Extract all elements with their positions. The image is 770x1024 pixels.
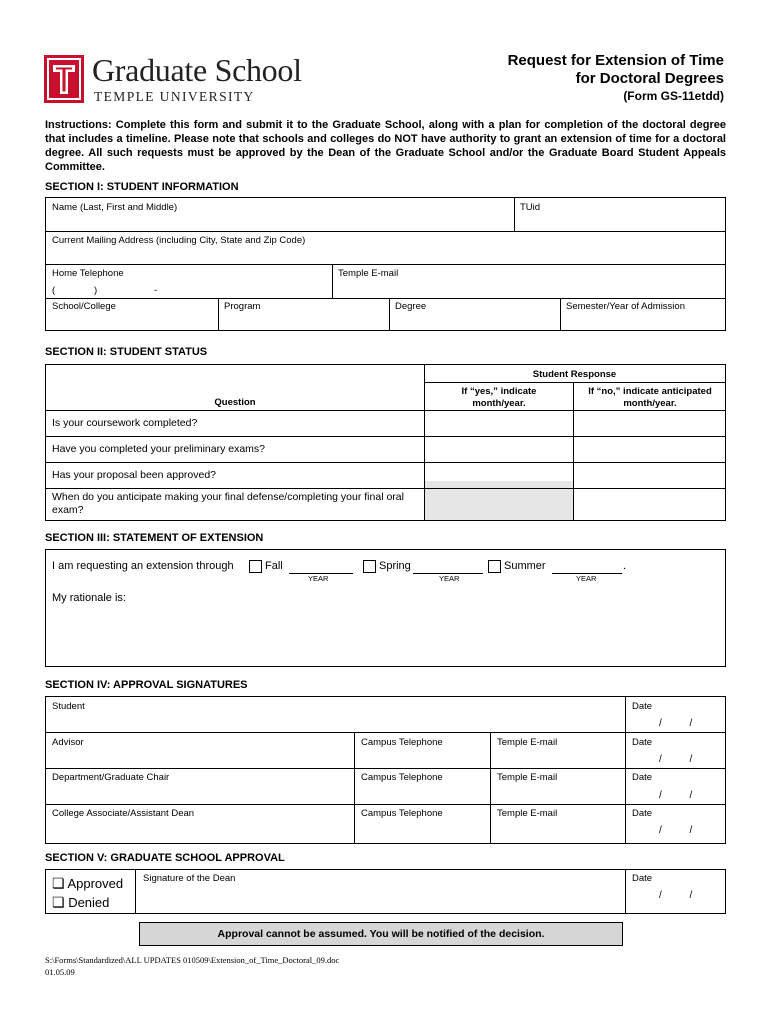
rationale-field[interactable] [52, 608, 720, 664]
chair-signature-field[interactable]: Department/Graduate Chair [52, 772, 170, 783]
chair-date-label: Date [632, 772, 653, 783]
footer-version-date: 01.05.09 [45, 967, 75, 977]
approved-checkbox-icon: ❏ [52, 875, 65, 891]
semester-admission-field[interactable]: Semester/Year of Admission [566, 301, 685, 312]
answer-no-coursework[interactable] [574, 411, 725, 436]
chair-email-field[interactable]: Temple E-mail [497, 772, 558, 783]
period: . [623, 560, 627, 572]
question-preliminary-exams: Have you completed your preliminary exams? [52, 443, 266, 455]
advisor-signature-field[interactable]: Advisor [52, 737, 84, 748]
advisor-date-label: Date [632, 737, 653, 748]
phone-paren-close: ) [94, 285, 98, 296]
approval-date-label: Date [632, 873, 653, 884]
rationale-label: My rationale is: [52, 592, 126, 604]
extension-request-text: I am requesting an extension through [52, 560, 234, 572]
summer-year-caption: YEAR [576, 574, 597, 583]
student-signature-field[interactable]: Student [52, 701, 85, 712]
college-dean-phone-field[interactable]: Campus Telephone [361, 808, 443, 819]
section1-title: SECTION I: STUDENT INFORMATION [45, 181, 239, 193]
instructions: Instructions: Complete this form and submit it to the Graduate School, along with a plan for completion of the doctoral degree that includes a timeline. Please note that schools and colleges do NOT have authority to grant an extension of time for a doctoral degree. All such requests must be approved by the Dean of the Graduate School and/or the Graduate Board Student Appeals Committee. [45, 119, 726, 173]
no-header: If “no,” indicate anticipated month/year. [588, 386, 712, 409]
summer-label: Summer [504, 560, 546, 572]
student-date-field[interactable]: / / [659, 718, 693, 729]
spring-year-caption: YEAR [439, 574, 460, 583]
advisor-date-field[interactable]: / / [659, 754, 693, 765]
question-coursework: Is your coursework completed? [52, 417, 198, 429]
section5-title: SECTION V: GRADUATE SCHOOL APPROVAL [45, 852, 285, 864]
section4-title: SECTION IV: APPROVAL SIGNATURES [45, 679, 248, 691]
college-dean-email-field[interactable]: Temple E-mail [497, 808, 558, 819]
denied-label: Denied [68, 895, 110, 910]
extension-statement-box [45, 549, 726, 667]
form-title-line2: for Doctoral Degrees [575, 70, 724, 87]
answer-yes-prelim[interactable] [425, 437, 573, 462]
temple-t-logo [44, 55, 84, 103]
section2-title: SECTION II: STUDENT STATUS [45, 346, 208, 358]
answer-yes-coursework[interactable] [425, 411, 573, 436]
fall-checkbox[interactable] [249, 560, 262, 573]
address-field[interactable]: Current Mailing Address (including City, State and Zip Code) [52, 235, 306, 246]
approval-date-field[interactable]: / / [659, 890, 693, 901]
question-final-defense: When do you anticipate making your final defense/completing your final oral exam? [52, 491, 404, 516]
summer-checkbox[interactable] [488, 560, 501, 573]
form-title-line1: Request for Extension of Time [507, 52, 724, 69]
home-telephone-field[interactable]: Home Telephone [52, 268, 124, 279]
chair-date-field[interactable]: / / [659, 790, 693, 801]
approved-option[interactable] [52, 875, 123, 892]
answer-no-proposal[interactable] [574, 463, 725, 488]
denied-option[interactable] [52, 894, 109, 911]
logo-subtitle: TEMPLE UNIVERSITY [94, 89, 255, 104]
approval-notice: Approval cannot be assumed. You will be notified of the decision. [139, 922, 623, 946]
spring-label: Spring [379, 560, 411, 572]
answer-no-prelim[interactable] [574, 437, 725, 462]
spring-checkbox[interactable] [363, 560, 376, 573]
name-field[interactable]: Name (Last, First and Middle) [52, 202, 178, 213]
phone-dash: - [154, 285, 158, 296]
school-college-field[interactable]: School/College [52, 301, 116, 312]
student-response-header: Student Response [532, 369, 617, 380]
approved-label: Approved [67, 876, 124, 891]
question-proposal: Has your proposal been approved? [52, 469, 217, 481]
student-info-box [45, 197, 726, 331]
phone-paren-open: ( [52, 285, 56, 296]
form-id: (Form GS-11etdd) [623, 89, 724, 103]
answer-yes-proposal[interactable] [425, 463, 573, 488]
temple-email-field[interactable]: Temple E-mail [338, 268, 399, 279]
college-dean-date-field[interactable]: / / [659, 825, 693, 836]
logo-title: Graduate School [92, 52, 302, 88]
student-status-table [45, 364, 726, 521]
program-field[interactable]: Program [224, 301, 261, 312]
chair-phone-field[interactable]: Campus Telephone [361, 772, 443, 783]
student-date-label: Date [632, 701, 653, 712]
fall-label: Fall [265, 560, 283, 572]
graduate-school-approval-box [45, 869, 726, 914]
fall-year-caption: YEAR [308, 574, 329, 583]
approval-signatures-box [45, 696, 726, 844]
yes-header: If “yes,” indicate month/year. [461, 386, 537, 409]
section3-title: SECTION III: STATEMENT OF EXTENSION [45, 532, 264, 544]
question-header: Question [214, 397, 256, 408]
footer-file-path: S:\Forms\Standardized\ALL UPDATES 010509\Extension_of_Time_Doctoral_09.doc [45, 955, 340, 965]
degree-field[interactable]: Degree [395, 301, 427, 312]
advisor-phone-field[interactable]: Campus Telephone [361, 737, 443, 748]
college-dean-signature-field[interactable]: College Associate/Assistant Dean [52, 808, 195, 819]
college-dean-date-label: Date [632, 808, 653, 819]
tuid-field[interactable]: TUid [520, 202, 541, 213]
dean-signature-field[interactable]: Signature of the Dean [143, 873, 236, 884]
advisor-email-field[interactable]: Temple E-mail [497, 737, 558, 748]
denied-checkbox-icon: ❏ [52, 894, 65, 910]
answer-defense-date[interactable] [574, 489, 725, 520]
